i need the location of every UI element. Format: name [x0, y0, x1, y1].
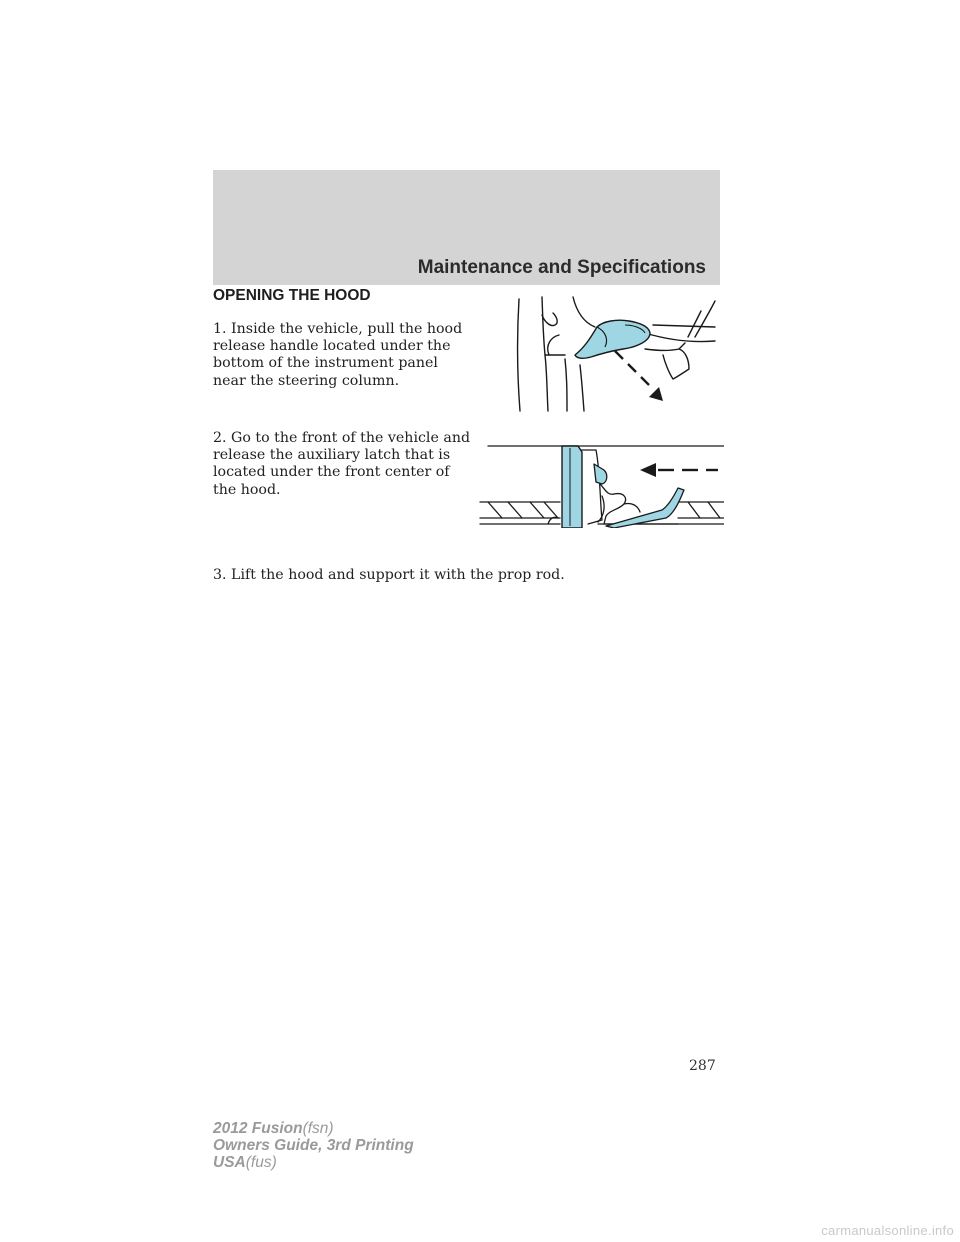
page-heading: OPENING THE HOOD [213, 287, 371, 304]
footer-model: 2012 Fusion [213, 1120, 303, 1137]
auxiliary-latch-illustration [478, 440, 724, 528]
hood-release-handle-highlight [575, 320, 650, 358]
hood-release-handle-illustration [505, 293, 720, 415]
footer-model-code: (fsn) [302, 1120, 334, 1137]
step-2-text: 2. Go to the front of the vehicle and release the auxiliary latch that is located under the front center of the hood. [213, 430, 471, 498]
latch-plate-highlight [562, 446, 582, 528]
watermark: carmanualsonline.info [821, 1223, 954, 1238]
document-footer [213, 1120, 414, 1172]
footer-region: USA [213, 1154, 246, 1172]
section-header-band [213, 170, 720, 285]
footer-region-code: (fus) [245, 1154, 277, 1172]
latch-tab-highlight [594, 464, 607, 484]
section-title: Maintenance and Specifications [417, 257, 706, 278]
step-1-text: 1. Inside the vehicle, pull the hood release handle located under the bottom of the instrument panel near the steering column. [213, 321, 463, 389]
arrow-icon [649, 387, 663, 401]
footer-guide: Owners Guide, 3rd Printing [213, 1137, 414, 1155]
page-number: 287 [689, 1058, 716, 1074]
arrow-icon [640, 463, 656, 477]
step-3-text: 3. Lift the hood and support it with the prop rod. [213, 567, 565, 583]
